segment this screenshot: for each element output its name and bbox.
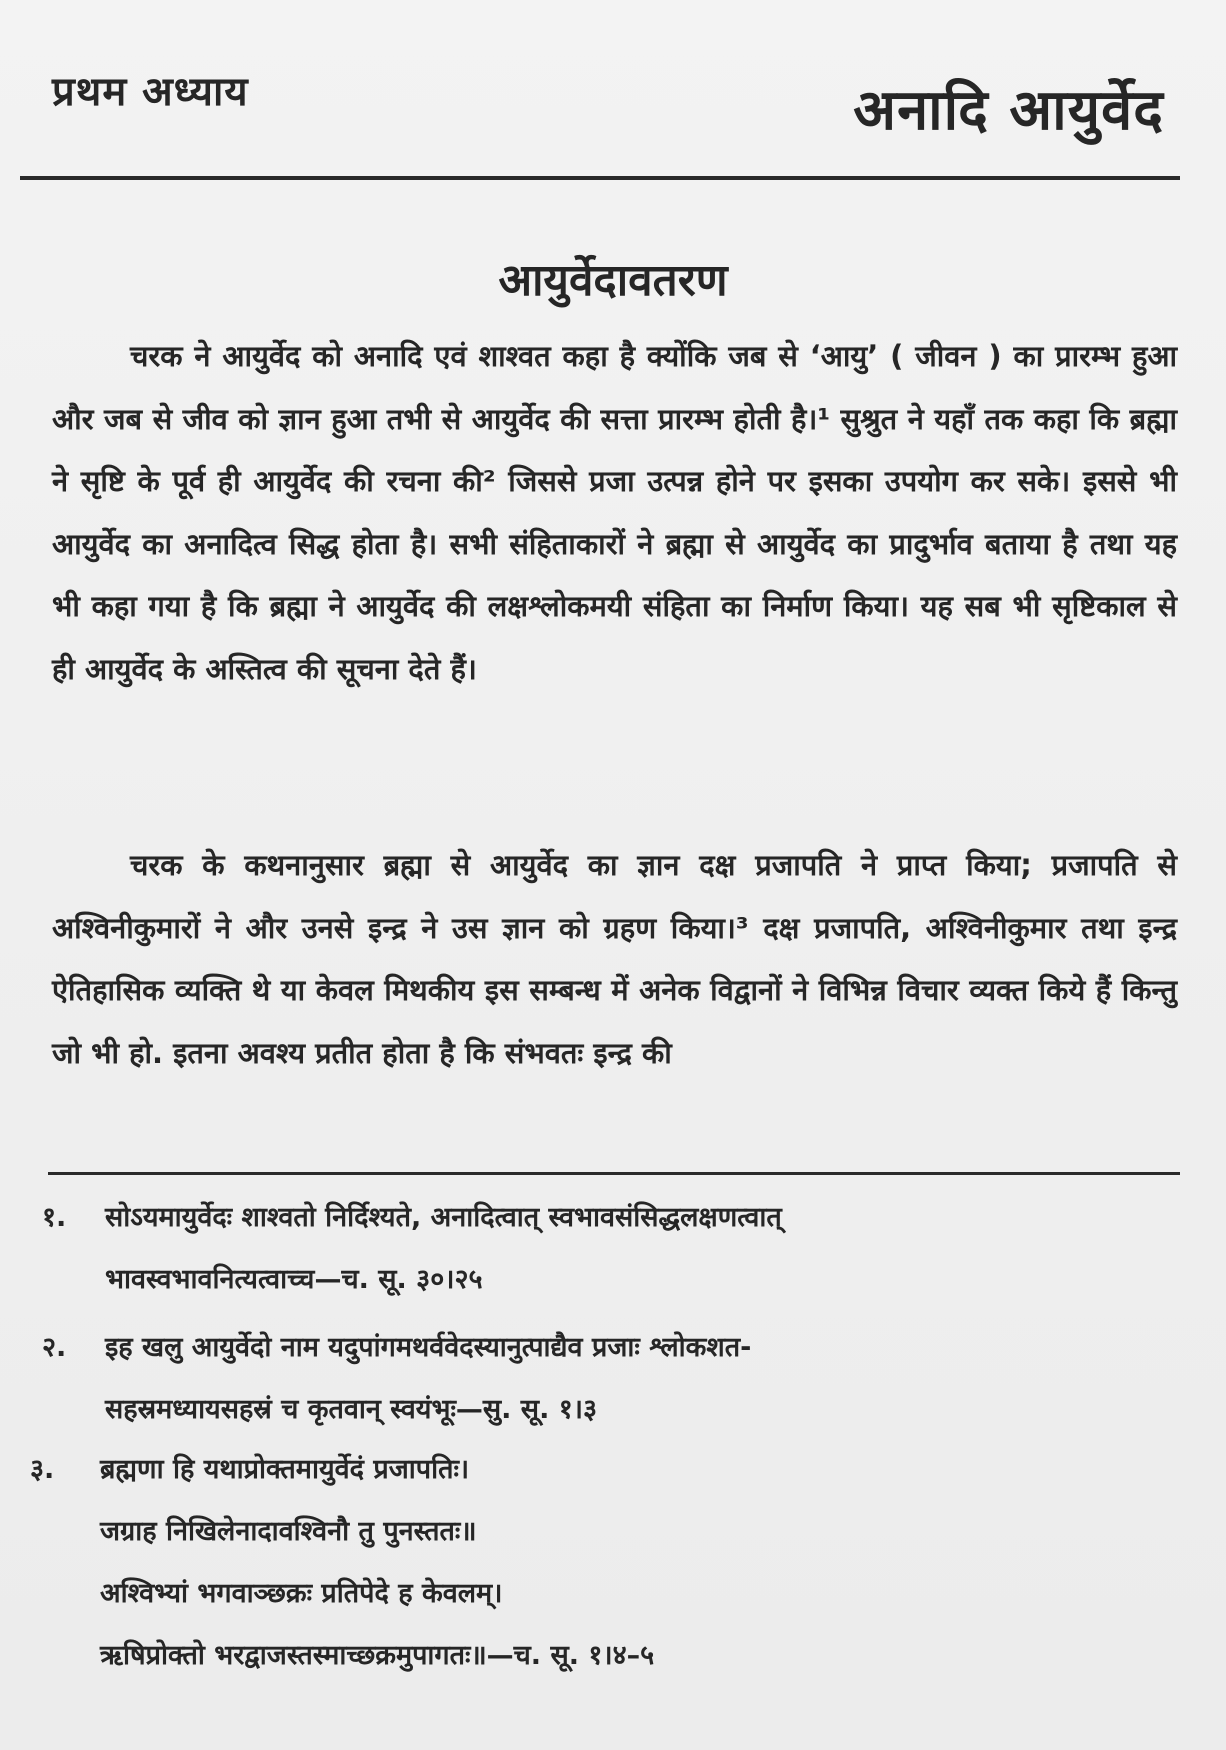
- footnote-1-number: १.: [42, 1202, 67, 1233]
- book-title: अनादि आयुर्वेद: [853, 78, 1164, 143]
- footnote-2-line-2: सहस्रमध्यायसहस्रं च कृतवान् स्वयंभूः—सु. सू. १।३: [105, 1394, 598, 1425]
- footnote-2-line-1: इह खलु आयुर्वेदो नाम यदुपांगमथर्ववेदस्यानुत्पाद्यैव प्रजाः श्लोकशत-: [105, 1332, 752, 1363]
- footnote-3-line-3: अश्विभ्यां भगवाञ्छक्रः प्रतिपेदे ह केवलम्।: [100, 1578, 503, 1609]
- footnote-2-number: २.: [42, 1332, 67, 1363]
- footnote-3-line-2: जग्राह निखिलेनादावश्विनौ तु पुनस्ततः॥: [100, 1516, 477, 1547]
- footnote-1-line-2: भावस्वभावनित्यत्वाच्च—च. सू. ३०।२५: [105, 1264, 483, 1295]
- footnote-3-line-4: ऋषिप्रोक्तो भरद्वाजस्तस्माच्छक्रमुपागतः॥—च. सू. १।४–५: [100, 1640, 655, 1671]
- footnote-divider: [48, 1172, 1180, 1175]
- header-divider: [20, 176, 1180, 180]
- chapter-heading: प्रथम अध्याय: [52, 69, 249, 115]
- footnote-1-line-1: सोऽयमायुर्वेदः शाश्वतो निर्दिश्यते, अनादित्वात् स्वभावसंसिद्धलक्षणत्वात्: [105, 1202, 782, 1233]
- footnote-3-line-1: ब्रह्मणा हि यथाप्रोक्तमायुर्वेदं प्रजापतिः।: [100, 1454, 470, 1485]
- body-paragraph-2: चरक के कथनानुसार ब्रह्मा से आयुर्वेद का ज्ञान दक्ष प्रजापति ने प्राप्त किया; प्रजापति से अश्विनीकुमारों ने और उनसे इन्द्र ने उस ज्ञान को ग्रहण किया।³ दक्ष प्रजापति, अश्विनीकुमार तथा इन्द्र ऐतिहासिक व्यक्ति थे या केवल मिथकीय इस सम्बन्ध में अनेक विद्वानों ने विभिन्न विचार व्यक्त किये हैं किन्तु जो भी हो. इतना अवश्य प्रतीत होता है कि संभवतः इन्द्र की: [52, 848, 1177, 1070]
- body-paragraph-1: चरक ने आयुर्वेद को अनादि एवं शाश्वत कहा है क्योंकि जब से ‘आयु’ ( जीवन ) का प्रारम्भ हुआ और जब से जीव को ज्ञान हुआ तभी से आयुर्वेद की सत्ता प्रारम्भ होती है।¹ सुश्रुत ने यहाँ तक कहा कि ब्रह्मा ने सृष्टि के पूर्व ही आयुर्वेद की रचना की² जिससे प्रजा उत्पन्न होने पर इसका उपयोग कर सके। इससे भी आयुर्वेद का अनादित्व सिद्ध होता है। सभी संहिताकारों ने ब्रह्मा से आयुर्वेद का प्रादुर्भाव बताया है तथा यह भी कहा गया है कि ब्रह्मा ने आयुर्वेद की लक्षश्लोकमयी संहिता का निर्माण किया। यह सब भी सृष्टिकाल से ही आयुर्वेद के अस्तित्व की सूचना देते हैं।: [52, 339, 1177, 686]
- section-title: आयुर्वेदावतरण: [498, 255, 728, 306]
- footnote-3-number: ३.: [30, 1454, 55, 1485]
